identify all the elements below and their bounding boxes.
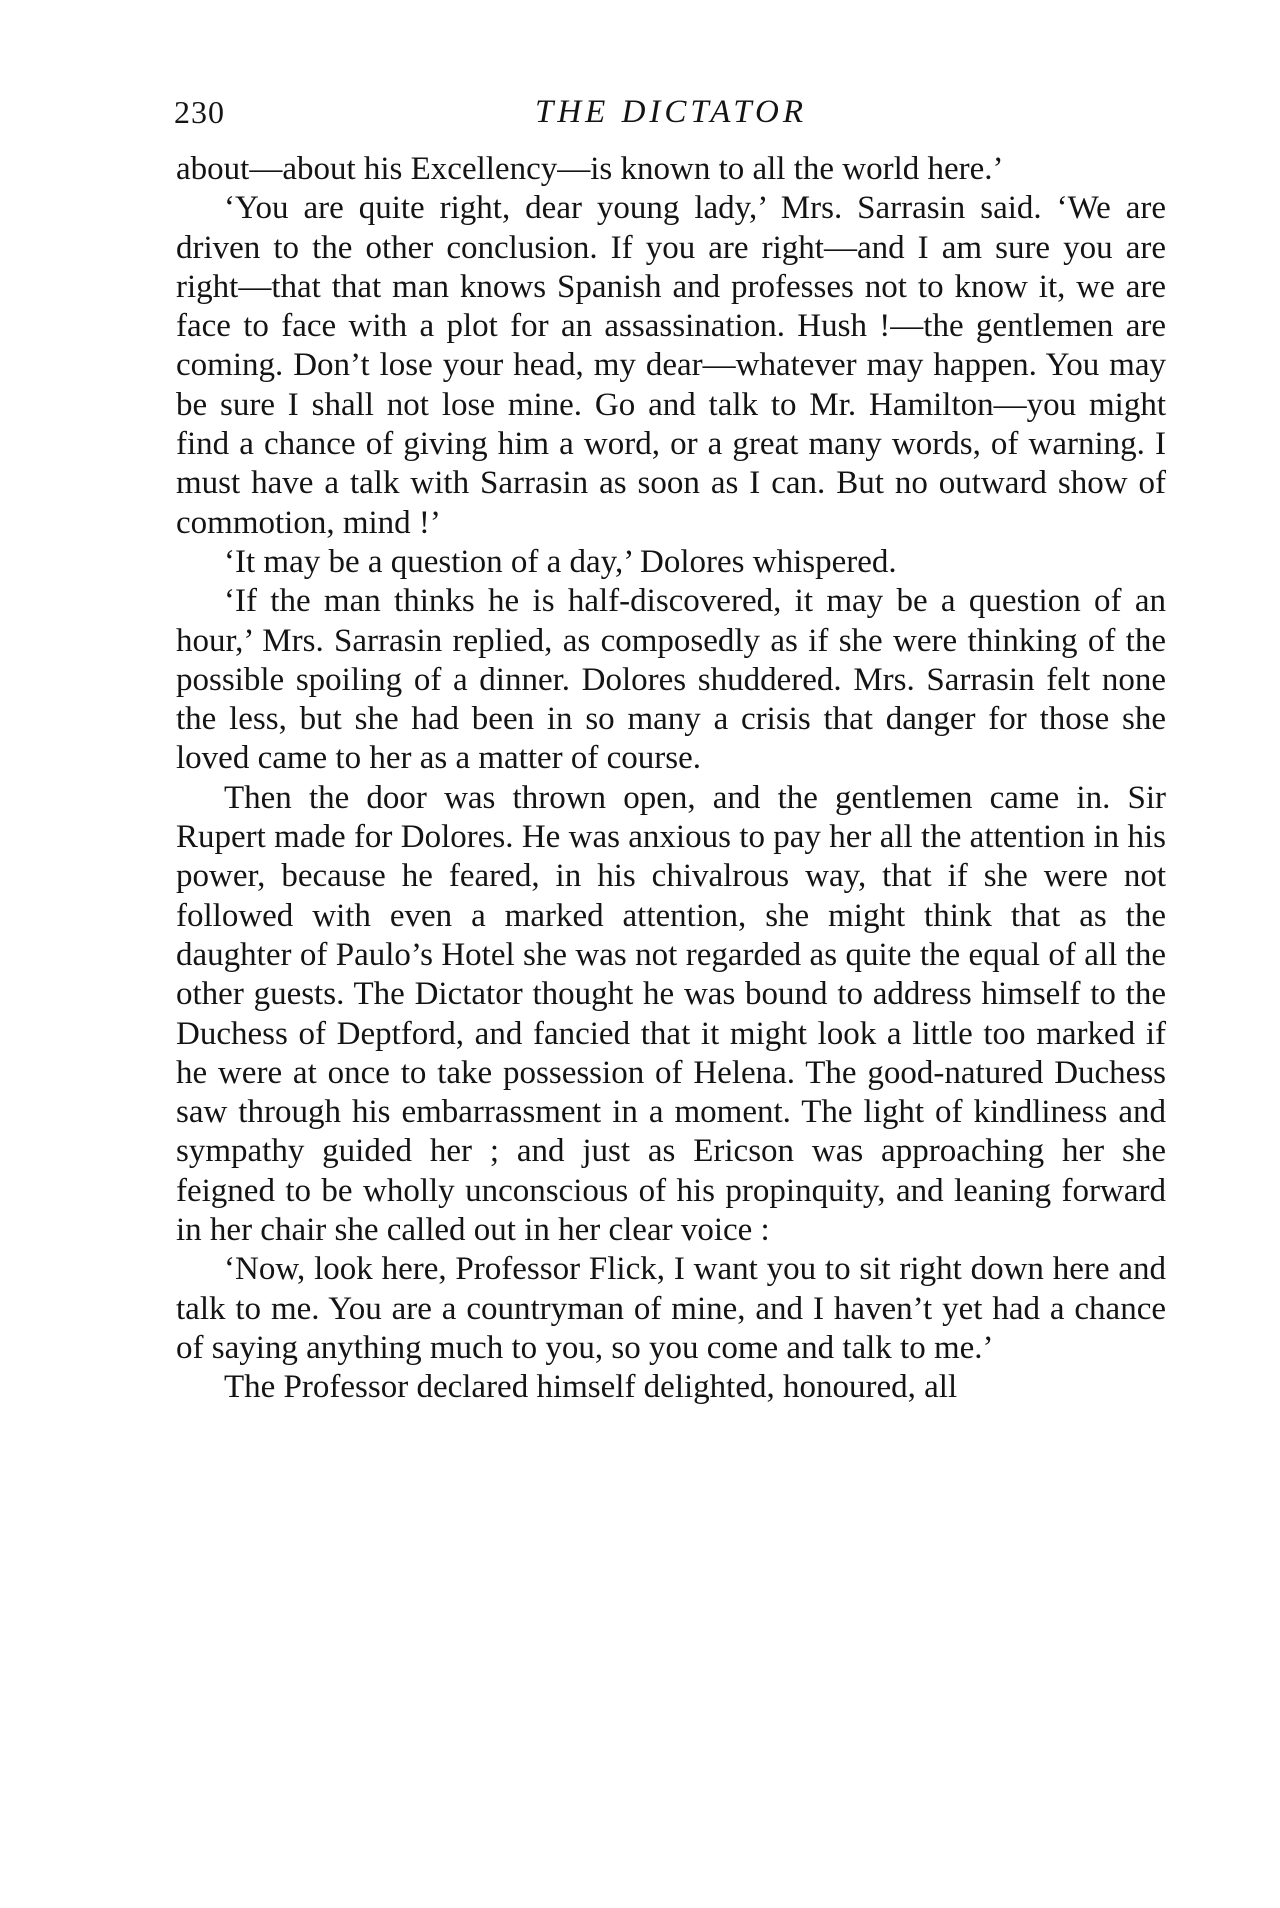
paragraph: ‘Now, look here, Professor Flick, I want you to sit right down here and talk to me. You are a countryman of mine, and I haven’t yet had a chance of saying anything much to you, so you come and talk to me.’ (176, 1251, 1166, 1366)
paragraph: Then the door was thrown open, and the gentlemen came in. Sir Rupert made for Dolores. He was anxious to pay her all the attention in his power, because he feared, in his chivalrous way, that if she were not followed with even a marked attention, she might think that as the daughter of Paulo’s Hotel she was not regarded as quite the equal of all the other guests. The Dictator thought he was bound to address himself to the Duchess of Deptford, and fancied that it might look a little too marked if he were at once to take possession of Helena. The good-natured Duchess saw through his embarrassment in a moment. The light of kindliness and sympathy guided her ; and just as Ericson was approaching her she feigned to be wholly unconscious of his propinquity, and leaning forward in her chair she called out in her clear voice : (176, 779, 1166, 1249)
page-header (174, 94, 1168, 144)
paragraph: ‘If the man thinks he is half-discovered, it may be a question of an hour,’ Mrs. Sarrasin replied, as composedly as if she were thinking of the possible spoiling of a dinner. Dolores shuddered. Mrs. Sarrasin felt none the less, but she had been in so many a crisis that danger for those she loved came to her as a matter of course. (176, 583, 1166, 777)
paragraph: ‘It may be a question of a day,’ Dolores whispered. (224, 543, 897, 580)
paragraph-continued: about—about his Excellency—is known to all the world here.’ (176, 151, 1004, 187)
paragraph: ‘You are quite right, dear young lady,’ Mrs. Sarrasin said. ‘We are driven to the other conclusion. If you are right—and I am sure you are right—that that man knows Spanish and professes not to know it, we are face to face with a plot for an assassination. Hush !—the gentlemen are coming. Don’t lose your head, my dear—whatever may happen. You may be sure I shall not lose mine. Go and talk to Mr. Hamilton—you might find a chance of giving him a word, or a great many words, of warning. I must have a talk with Sarrasin as soon as I can. But no outward show of commotion, mind !’ (176, 190, 1166, 541)
page-number: 230 (174, 94, 225, 130)
body-text (176, 150, 1166, 1408)
paragraph-last: The Professor declared himself delighted, honoured, all (224, 1369, 958, 1406)
running-title: THE DICTATOR (534, 94, 807, 130)
